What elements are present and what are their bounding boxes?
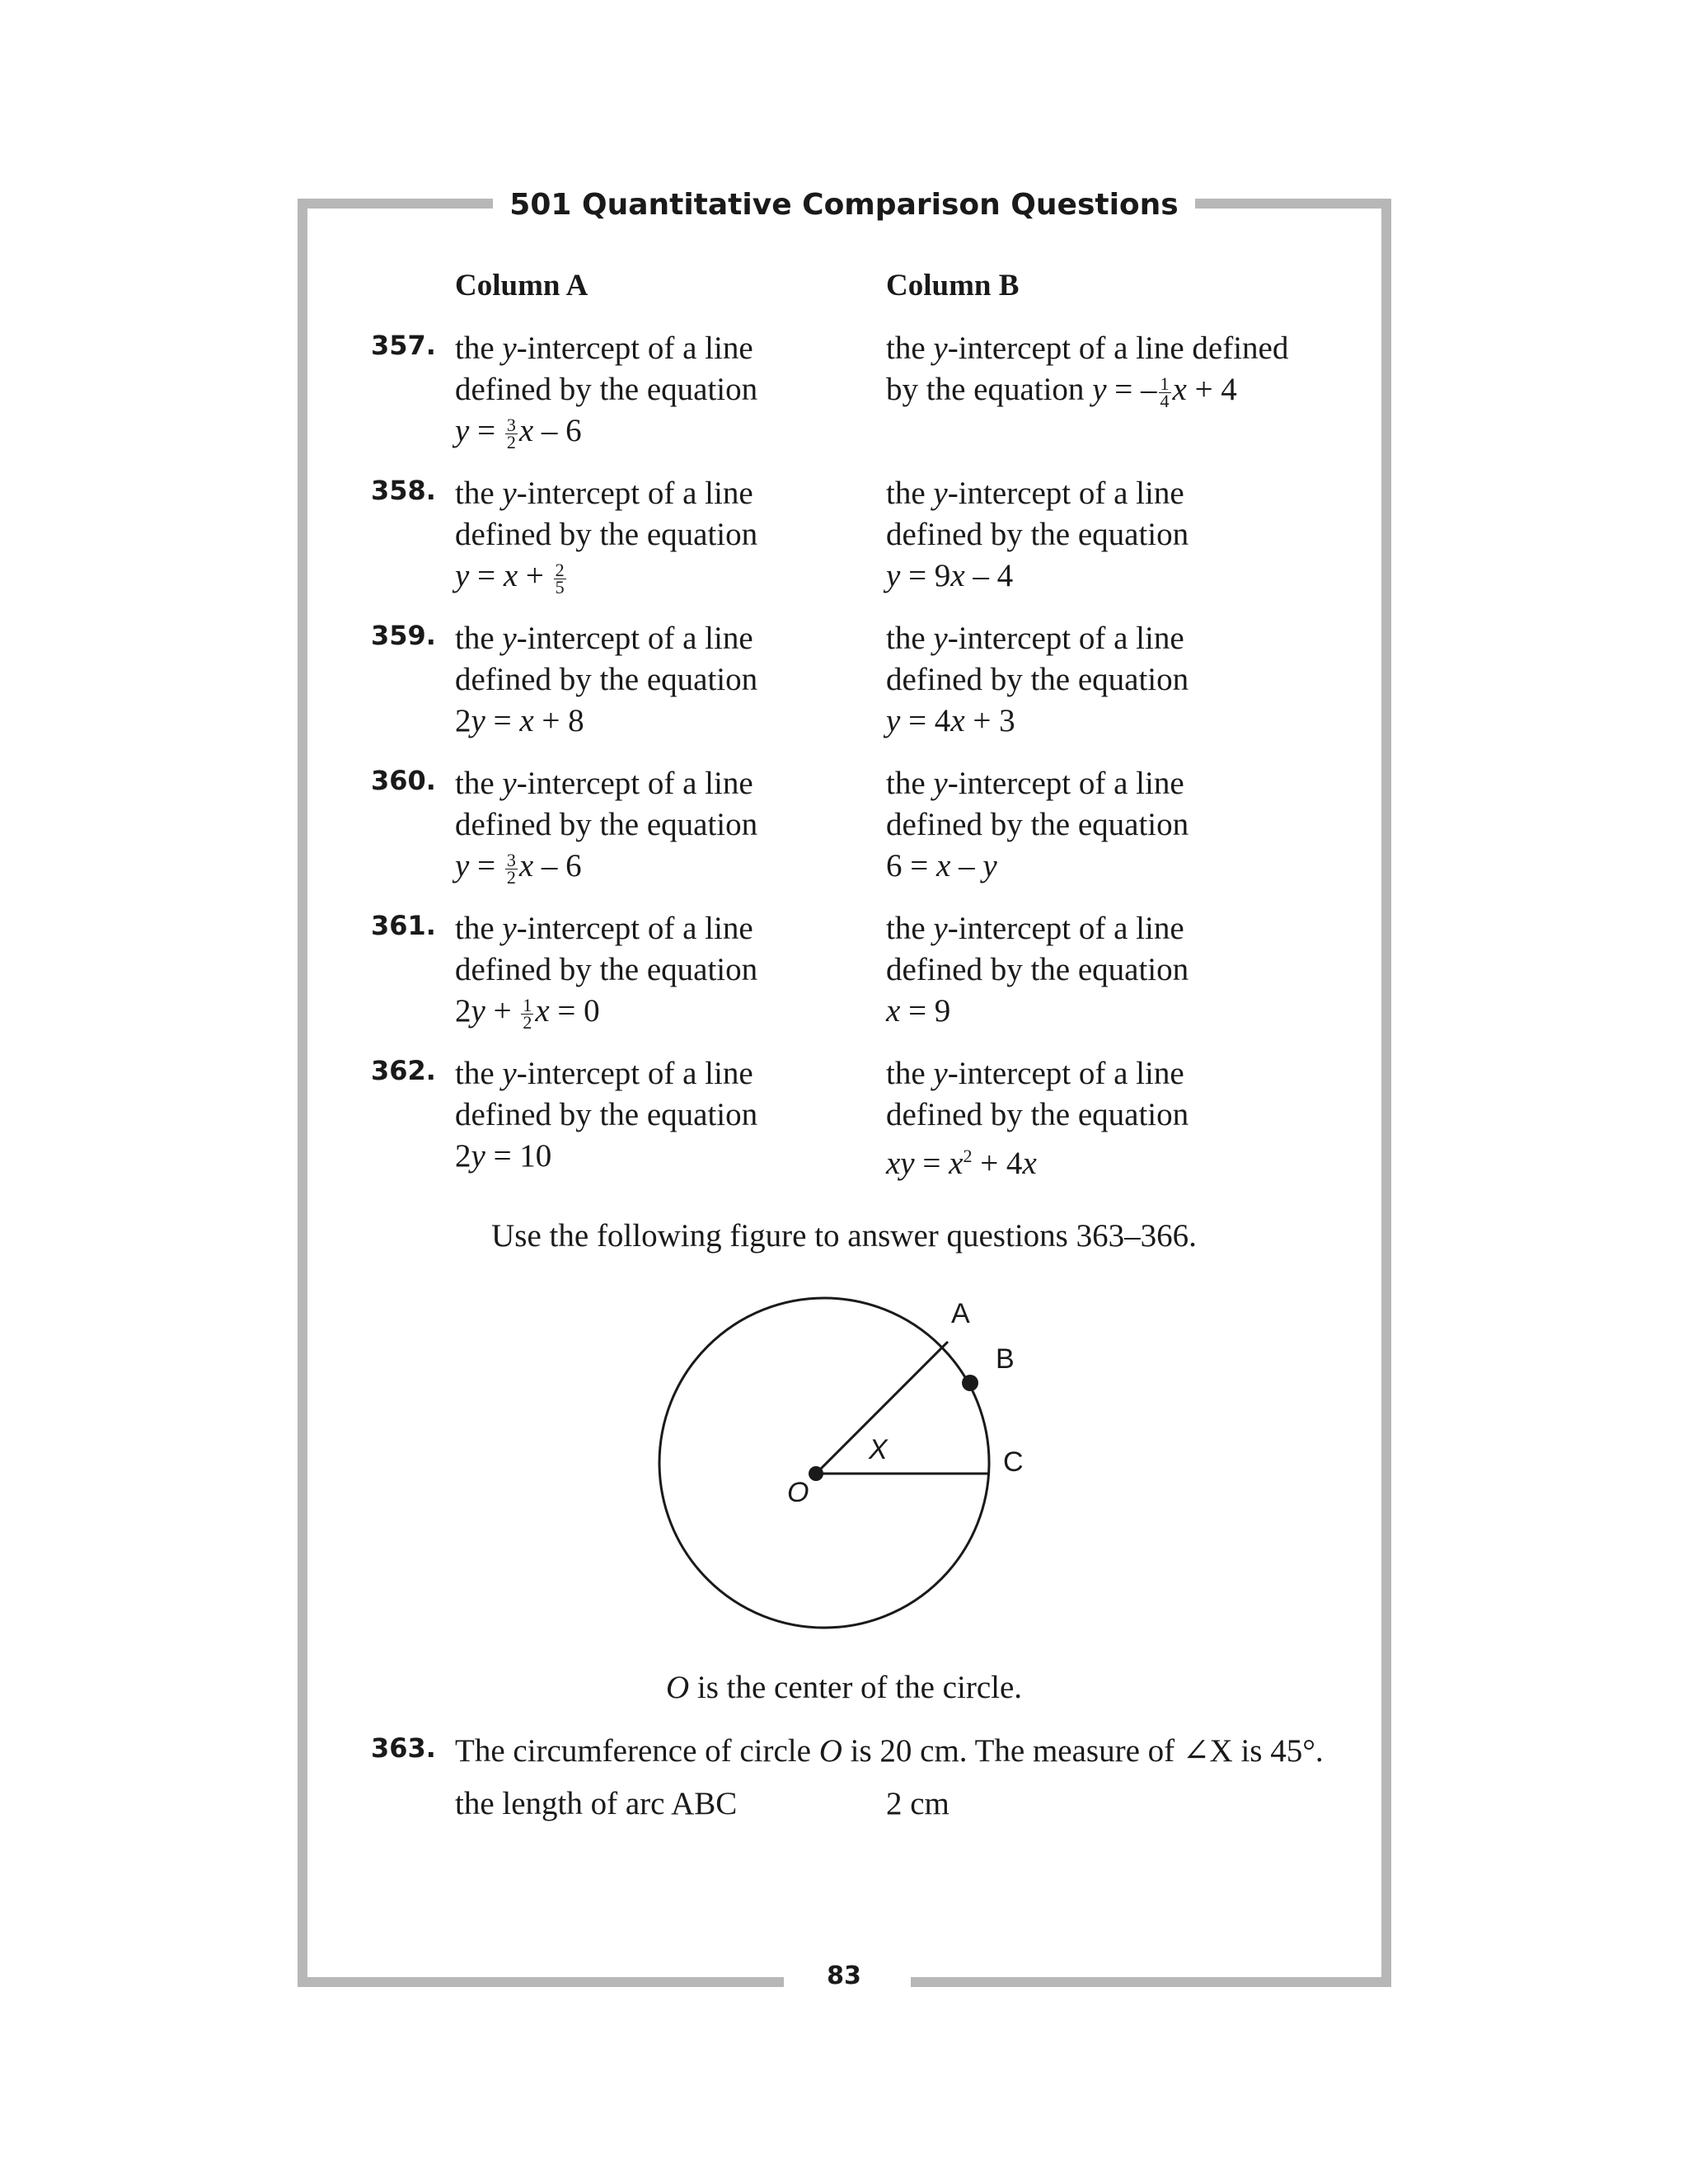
column-b-cell: the y-intercept of a line defined by the equation y = 9x – 4 — [886, 476, 1189, 593]
label-c: C — [1003, 1446, 1024, 1478]
circle-outline — [659, 1298, 989, 1628]
figure-instructions: Use the following figure to answer questions 363–366. — [491, 1218, 1197, 1254]
column-a-cell: the y-intercept of a line defined by the equation y = $\frac{3}{2}$ x – 6 — [455, 766, 758, 888]
column-b-cell: the y-intercept of a line defined by the equation 6 = x – y — [886, 766, 1189, 883]
page-header-title: 501 Quantitative Comparison Questions — [493, 188, 1194, 222]
column-b-cell: the y-intercept of a line defined by the equation x = 9 — [886, 911, 1189, 1029]
column-a-cell: the y-intercept of a line defined by the equation 2y = x + 8 — [455, 621, 758, 738]
column-a-cell: the y-intercept of a line defined by the equation y = $\frac{3}{2}$ x – 6 — [455, 330, 758, 452]
column-a-cell: the length of arc ABC — [455, 1786, 738, 1821]
column-a-heading: Column A — [455, 269, 588, 302]
question-number: 359. — [371, 620, 436, 651]
fraction: $\frac{3}{2}$ — [506, 849, 516, 888]
column-b-cell: the y-intercept of a line defined by the equation y = – $\frac{1}{4}$ x + 4 — [886, 330, 1289, 411]
question-number: 363. — [371, 1732, 436, 1764]
column-b-cell: 2 cm — [886, 1786, 950, 1821]
column-a-cell: the y-intercept of a line defined by the equation 2y + $\frac{1}{2}$ x = 0 — [455, 911, 758, 1033]
column-b-cell: the y-intercept of a line defined by the equation y = 4x + 3 — [886, 621, 1189, 738]
column-a-cell: the y-intercept of a line defined by the equation 2y = 10 — [455, 1056, 758, 1174]
column-a-cell: the y-intercept of a line defined by the equation y = x + $\frac{2}{5}$ — [455, 476, 758, 598]
center-point-o — [809, 1466, 823, 1481]
label-a: A — [951, 1298, 970, 1329]
page-number: 83 — [0, 1961, 1688, 1990]
point-b — [962, 1375, 978, 1391]
fraction: $\frac{2}{5}$ — [555, 559, 565, 598]
fraction: $\frac{3}{2}$ — [506, 414, 516, 452]
question-text: The circumference of circle O is 20 cm. The measure of ∠X is 45°. — [455, 1733, 1324, 1769]
column-b-cell: the y-intercept of a line defined by the equation xy = $x^2 + 4x$ — [886, 1056, 1189, 1181]
label-b: B — [996, 1343, 1015, 1375]
label-o: O — [787, 1477, 809, 1508]
question-number: 357. — [371, 330, 436, 361]
column-b-heading: Column B — [886, 269, 1020, 302]
fraction: $\frac{1}{2}$ — [523, 994, 532, 1033]
label-x: X — [869, 1434, 888, 1465]
frame-left — [298, 199, 307, 1987]
fraction: $\frac{1}{4}$ — [1160, 373, 1170, 411]
question-number: 361. — [371, 910, 436, 941]
frame-right — [1381, 199, 1391, 1987]
question-number: 358. — [371, 475, 436, 506]
circle-figure — [626, 1286, 1055, 1640]
figure-caption: O is the center of the circle. — [665, 1670, 1023, 1705]
question-number: 362. — [371, 1055, 436, 1086]
question-number: 360. — [371, 765, 436, 796]
page-header — [0, 188, 1688, 222]
